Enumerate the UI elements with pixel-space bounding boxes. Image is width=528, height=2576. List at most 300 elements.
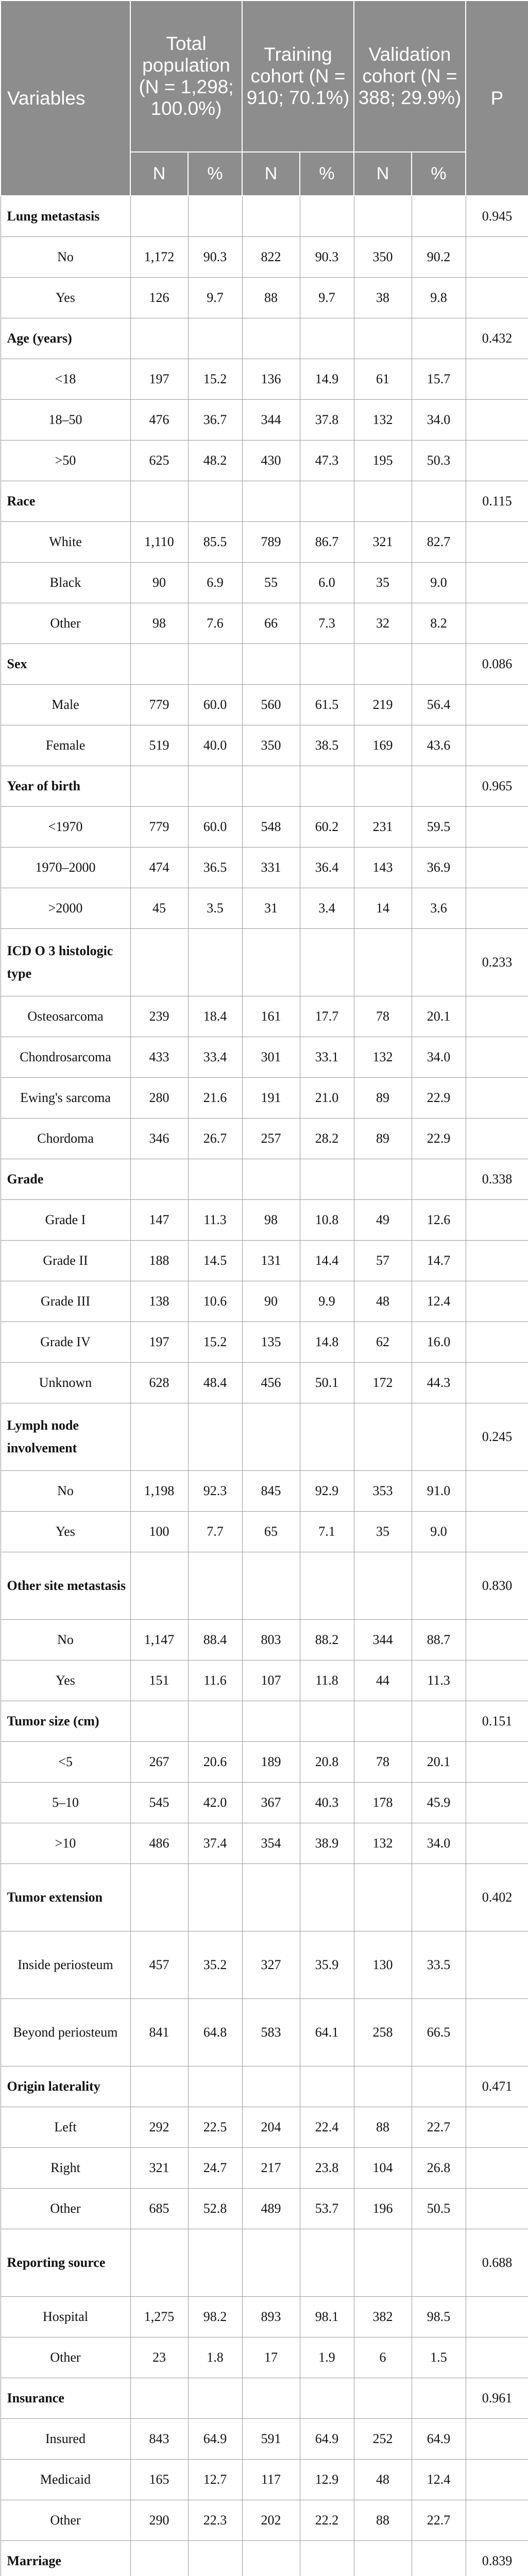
empty-cell	[130, 318, 188, 359]
empty-cell	[242, 1864, 300, 1931]
row-label: Other	[1, 2500, 130, 2541]
empty-cell	[188, 2229, 242, 2297]
table-row	[1, 1078, 528, 1118]
empty-cell	[466, 1281, 528, 1322]
percent-cell: 1.5	[412, 2337, 466, 2378]
empty-cell	[466, 2148, 528, 2189]
percent-cell: 11.8	[300, 1660, 354, 1701]
percent-cell: 3.6	[412, 888, 466, 929]
row-label: White	[1, 522, 130, 563]
row-label: Black	[1, 563, 130, 603]
row-label: Grade III	[1, 1281, 130, 1322]
empty-cell	[242, 481, 300, 522]
table-row	[1, 522, 528, 563]
count-cell: 354	[242, 1823, 300, 1864]
percent-cell: 22.2	[300, 2500, 354, 2541]
count-cell: 117	[242, 2460, 300, 2500]
table-row	[1, 1823, 528, 1864]
empty-cell	[354, 929, 412, 996]
empty-cell	[354, 2229, 412, 2297]
percent-cell: 15.7	[412, 359, 466, 400]
percent-cell: 60.2	[300, 807, 354, 848]
percent-cell: 48.4	[188, 1363, 242, 1403]
empty-cell	[466, 2460, 528, 2500]
row-label: Grade I	[1, 1200, 130, 1241]
empty-cell	[412, 1159, 466, 1200]
count-cell: 161	[242, 996, 300, 1037]
count-cell: 1,275	[130, 2297, 188, 2337]
empty-cell	[466, 1931, 528, 1999]
empty-cell	[242, 1159, 300, 1200]
percent-cell: 34.0	[412, 1823, 466, 1864]
empty-cell	[188, 481, 242, 522]
count-cell: 290	[130, 2500, 188, 2541]
percent-cell: 50.1	[300, 1363, 354, 1403]
empty-cell	[466, 1742, 528, 1783]
percent-cell: 60.0	[188, 685, 242, 725]
count-cell: 321	[354, 522, 412, 563]
pct-subheader: %	[412, 152, 466, 196]
row-label: Other	[1, 603, 130, 644]
section-row	[1, 2229, 528, 2297]
count-cell: 292	[130, 2107, 188, 2148]
empty-cell	[188, 1403, 242, 1471]
empty-cell	[242, 1403, 300, 1471]
count-cell: 38	[354, 278, 412, 318]
percent-cell: 85.5	[188, 522, 242, 563]
empty-cell	[188, 196, 242, 237]
percent-cell: 20.1	[412, 996, 466, 1037]
empty-cell	[466, 1322, 528, 1363]
empty-cell	[466, 725, 528, 766]
count-cell: 138	[130, 1281, 188, 1322]
empty-cell	[242, 644, 300, 685]
percent-cell: 15.2	[188, 359, 242, 400]
p-value-cell: 0.115	[466, 481, 528, 522]
row-label: Yes	[1, 1660, 130, 1701]
percent-cell: 23.8	[300, 2148, 354, 2189]
empty-cell	[466, 1783, 528, 1823]
count-cell: 61	[354, 359, 412, 400]
empty-cell	[412, 1552, 466, 1620]
training-cohort-header: Training cohort (N = 910; 70.1%)	[242, 1, 354, 152]
count-cell: 17	[242, 2337, 300, 2378]
section-row	[1, 1864, 528, 1931]
count-cell: 803	[242, 1620, 300, 1660]
empty-cell	[466, 603, 528, 644]
count-cell: 267	[130, 1742, 188, 1783]
empty-cell	[354, 1864, 412, 1931]
count-cell: 132	[354, 1823, 412, 1864]
percent-cell: 40.0	[188, 725, 242, 766]
percent-cell: 35.2	[188, 1931, 242, 1999]
section-title: Tumor extension	[1, 1864, 130, 1931]
percent-cell: 45.9	[412, 1783, 466, 1823]
p-value-cell: 0.151	[466, 1701, 528, 1742]
percent-cell: 88.4	[188, 1620, 242, 1660]
count-cell: 35	[354, 563, 412, 603]
percent-cell: 92.9	[300, 1471, 354, 1512]
row-label: No	[1, 237, 130, 278]
percent-cell: 37.8	[300, 400, 354, 440]
section-title: Lung metastasis	[1, 196, 130, 237]
count-cell: 258	[354, 1999, 412, 2066]
count-cell: 789	[242, 522, 300, 563]
count-cell: 32	[354, 603, 412, 644]
percent-cell: 22.5	[188, 2107, 242, 2148]
count-cell: 98	[130, 603, 188, 644]
count-cell: 474	[130, 848, 188, 888]
empty-cell	[354, 318, 412, 359]
variables-header: Variables	[1, 1, 130, 196]
section-title: Age (years)	[1, 318, 130, 359]
count-cell: 165	[130, 2460, 188, 2500]
count-cell: 62	[354, 1322, 412, 1363]
percent-cell: 50.3	[412, 440, 466, 481]
empty-cell	[466, 359, 528, 400]
count-cell: 89	[354, 1078, 412, 1118]
percent-cell: 64.9	[412, 2419, 466, 2460]
percent-cell: 28.2	[300, 1118, 354, 1159]
empty-cell	[300, 2378, 354, 2419]
empty-cell	[130, 2229, 188, 2297]
empty-cell	[354, 644, 412, 685]
empty-cell	[130, 196, 188, 237]
empty-cell	[466, 1823, 528, 1864]
percent-cell: 7.7	[188, 1512, 242, 1552]
row-label: 18–50	[1, 400, 130, 440]
section-row	[1, 1701, 528, 1742]
section-title: Sex	[1, 644, 130, 685]
empty-cell	[412, 2378, 466, 2419]
table-row	[1, 603, 528, 644]
empty-cell	[242, 2066, 300, 2107]
row-label: Left	[1, 2107, 130, 2148]
empty-cell	[466, 888, 528, 929]
percent-cell: 6.0	[300, 563, 354, 603]
empty-cell	[242, 318, 300, 359]
section-row	[1, 481, 528, 522]
table-row	[1, 685, 528, 725]
count-cell: 779	[130, 807, 188, 848]
percent-cell: 60.0	[188, 807, 242, 848]
percent-cell: 36.5	[188, 848, 242, 888]
pct-subheader: %	[188, 152, 242, 196]
percent-cell: 64.9	[188, 2419, 242, 2460]
percent-cell: 14.4	[300, 1241, 354, 1281]
count-cell: 321	[130, 2148, 188, 2189]
count-cell: 545	[130, 1783, 188, 1823]
empty-cell	[466, 1118, 528, 1159]
validation-cohort-header: Validation cohort (N = 388; 29.9%)	[354, 1, 466, 152]
section-row	[1, 2541, 528, 2576]
row-label: Male	[1, 685, 130, 725]
count-cell: 367	[242, 1783, 300, 1823]
percent-cell: 9.0	[412, 563, 466, 603]
table-row	[1, 359, 528, 400]
count-cell: 280	[130, 1078, 188, 1118]
row-label: Grade II	[1, 1241, 130, 1281]
percent-cell: 34.0	[412, 400, 466, 440]
empty-cell	[354, 481, 412, 522]
percent-cell: 26.8	[412, 2148, 466, 2189]
count-cell: 178	[354, 1783, 412, 1823]
count-cell: 44	[354, 1660, 412, 1701]
section-title: Reporting source	[1, 2229, 130, 2297]
row-label: Other	[1, 2337, 130, 2378]
empty-cell	[354, 2066, 412, 2107]
empty-cell	[466, 1999, 528, 2066]
percent-cell: 38.5	[300, 725, 354, 766]
count-cell: 126	[130, 278, 188, 318]
percent-cell: 22.4	[300, 2107, 354, 2148]
table-row	[1, 1512, 528, 1552]
empty-cell	[466, 1037, 528, 1078]
p-value-cell: 0.402	[466, 1864, 528, 1931]
empty-cell	[466, 2500, 528, 2541]
percent-cell: 14.9	[300, 359, 354, 400]
count-cell: 90	[242, 1281, 300, 1322]
empty-cell	[130, 644, 188, 685]
percent-cell: 22.3	[188, 2500, 242, 2541]
table-row	[1, 440, 528, 481]
count-cell: 191	[242, 1078, 300, 1118]
count-cell: 353	[354, 1471, 412, 1512]
count-cell: 231	[354, 807, 412, 848]
row-label: <5	[1, 1742, 130, 1783]
empty-cell	[188, 644, 242, 685]
table-row	[1, 2297, 528, 2337]
empty-cell	[466, 1620, 528, 1660]
table-row	[1, 725, 528, 766]
percent-cell: 6.9	[188, 563, 242, 603]
count-cell: 202	[242, 2500, 300, 2541]
percent-cell: 38.9	[300, 1823, 354, 1864]
count-cell: 486	[130, 1823, 188, 1864]
count-cell: 197	[130, 1322, 188, 1363]
empty-cell	[130, 929, 188, 996]
count-cell: 189	[242, 1742, 300, 1783]
section-title: Lymph node involvement	[1, 1403, 130, 1471]
empty-cell	[466, 807, 528, 848]
empty-cell	[300, 1701, 354, 1742]
percent-cell: 56.4	[412, 685, 466, 725]
percent-cell: 59.5	[412, 807, 466, 848]
percent-cell: 20.1	[412, 1742, 466, 1783]
percent-cell: 88.7	[412, 1620, 466, 1660]
percent-cell: 26.7	[188, 1118, 242, 1159]
table-row	[1, 807, 528, 848]
count-cell: 49	[354, 1200, 412, 1241]
row-label: >50	[1, 440, 130, 481]
row-label: Chondrosarcoma	[1, 1037, 130, 1078]
percent-cell: 90.2	[412, 237, 466, 278]
table-row	[1, 2460, 528, 2500]
section-title: Grade	[1, 1159, 130, 1200]
count-cell: 136	[242, 359, 300, 400]
section-row	[1, 644, 528, 685]
empty-cell	[130, 1552, 188, 1620]
percent-cell: 20.8	[300, 1742, 354, 1783]
empty-cell	[130, 1159, 188, 1200]
empty-cell	[130, 1701, 188, 1742]
empty-cell	[354, 2541, 412, 2576]
empty-cell	[412, 196, 466, 237]
section-row	[1, 1403, 528, 1471]
percent-cell: 37.4	[188, 1823, 242, 1864]
count-cell: 204	[242, 2107, 300, 2148]
empty-cell	[300, 196, 354, 237]
empty-cell	[188, 929, 242, 996]
count-cell: 66	[242, 603, 300, 644]
p-value-cell: 0.688	[466, 2229, 528, 2297]
count-cell: 55	[242, 563, 300, 603]
count-cell: 583	[242, 1999, 300, 2066]
percent-cell: 52.8	[188, 2189, 242, 2229]
count-cell: 350	[242, 725, 300, 766]
count-cell: 23	[130, 2337, 188, 2378]
section-row	[1, 318, 528, 359]
empty-cell	[466, 400, 528, 440]
empty-cell	[412, 1701, 466, 1742]
table-row	[1, 1660, 528, 1701]
table-row	[1, 888, 528, 929]
percent-cell: 64.8	[188, 1999, 242, 2066]
count-cell: 65	[242, 1512, 300, 1552]
table-row	[1, 1742, 528, 1783]
row-label: Yes	[1, 1512, 130, 1552]
percent-cell: 3.5	[188, 888, 242, 929]
row-label: No	[1, 1471, 130, 1512]
p-value-cell: 0.245	[466, 1403, 528, 1471]
table-row	[1, 1037, 528, 1078]
section-row	[1, 929, 528, 996]
percent-cell: 92.3	[188, 1471, 242, 1512]
percent-cell: 10.8	[300, 1200, 354, 1241]
row-label: Grade IV	[1, 1322, 130, 1363]
p-value-cell: 0.471	[466, 2066, 528, 2107]
count-cell: 48	[354, 1281, 412, 1322]
table-row	[1, 1931, 528, 1999]
percent-cell: 64.9	[300, 2419, 354, 2460]
row-label: Yes	[1, 278, 130, 318]
table-body	[1, 196, 528, 2576]
count-cell: 57	[354, 1241, 412, 1281]
table-row	[1, 1241, 528, 1281]
count-cell: 239	[130, 996, 188, 1037]
table-row	[1, 1281, 528, 1322]
count-cell: 131	[242, 1241, 300, 1281]
count-cell: 489	[242, 2189, 300, 2229]
empty-cell	[188, 2541, 242, 2576]
count-cell: 90	[130, 563, 188, 603]
n-subheader: N	[354, 152, 412, 196]
empty-cell	[130, 481, 188, 522]
row-label: No	[1, 1620, 130, 1660]
percent-cell: 9.0	[412, 1512, 466, 1552]
count-cell: 217	[242, 2148, 300, 2189]
percent-cell: 15.2	[188, 1322, 242, 1363]
empty-cell	[412, 929, 466, 996]
empty-cell	[354, 196, 412, 237]
row-label: Chordoma	[1, 1118, 130, 1159]
count-cell: 100	[130, 1512, 188, 1552]
table-header	[1, 1, 528, 196]
count-cell: 331	[242, 848, 300, 888]
count-cell: 78	[354, 1742, 412, 1783]
count-cell: 779	[130, 685, 188, 725]
count-cell: 172	[354, 1363, 412, 1403]
percent-cell: 43.6	[412, 725, 466, 766]
percent-cell: 86.7	[300, 522, 354, 563]
count-cell: 195	[354, 440, 412, 481]
count-cell: 591	[242, 2419, 300, 2460]
percent-cell: 61.5	[300, 685, 354, 725]
empty-cell	[354, 1159, 412, 1200]
count-cell: 625	[130, 440, 188, 481]
empty-cell	[466, 440, 528, 481]
total-population-header: Total population (N = 1,298; 100.0%)	[130, 1, 242, 152]
percent-cell: 88.2	[300, 1620, 354, 1660]
percent-cell: 9.8	[412, 278, 466, 318]
table-row	[1, 2500, 528, 2541]
row-label: 5–10	[1, 1783, 130, 1823]
percent-cell: 9.9	[300, 1281, 354, 1322]
percent-cell: 33.4	[188, 1037, 242, 1078]
row-label: Beyond periosteum	[1, 1999, 130, 2066]
empty-cell	[466, 1200, 528, 1241]
empty-cell	[242, 766, 300, 807]
empty-cell	[188, 1159, 242, 1200]
row-label: >10	[1, 1823, 130, 1864]
empty-cell	[354, 1552, 412, 1620]
percent-cell: 1.8	[188, 2337, 242, 2378]
percent-cell: 11.6	[188, 1660, 242, 1701]
count-cell: 130	[354, 1931, 412, 1999]
percent-cell: 36.9	[412, 848, 466, 888]
count-cell: 301	[242, 1037, 300, 1078]
table-row	[1, 1999, 528, 2066]
p-value-cell: 0.965	[466, 766, 528, 807]
empty-cell	[466, 563, 528, 603]
percent-cell: 35.9	[300, 1931, 354, 1999]
count-cell: 89	[354, 1118, 412, 1159]
percent-cell: 9.7	[188, 278, 242, 318]
percent-cell: 12.4	[412, 2460, 466, 2500]
empty-cell	[466, 2419, 528, 2460]
percent-cell: 36.4	[300, 848, 354, 888]
p-value-header: P	[466, 1, 528, 196]
percent-cell: 14.8	[300, 1322, 354, 1363]
section-title: Tumor size (cm)	[1, 1701, 130, 1742]
empty-cell	[466, 2107, 528, 2148]
percent-cell: 90.3	[188, 237, 242, 278]
empty-cell	[412, 481, 466, 522]
count-cell: 196	[354, 2189, 412, 2229]
empty-cell	[188, 1552, 242, 1620]
empty-cell	[300, 1403, 354, 1471]
empty-cell	[466, 278, 528, 318]
section-row	[1, 2066, 528, 2107]
count-cell: 822	[242, 237, 300, 278]
empty-cell	[130, 766, 188, 807]
row-label: Inside periosteum	[1, 1931, 130, 1999]
count-cell: 382	[354, 2297, 412, 2337]
empty-cell	[130, 2541, 188, 2576]
section-row	[1, 1159, 528, 1200]
empty-cell	[412, 766, 466, 807]
empty-cell	[242, 1552, 300, 1620]
